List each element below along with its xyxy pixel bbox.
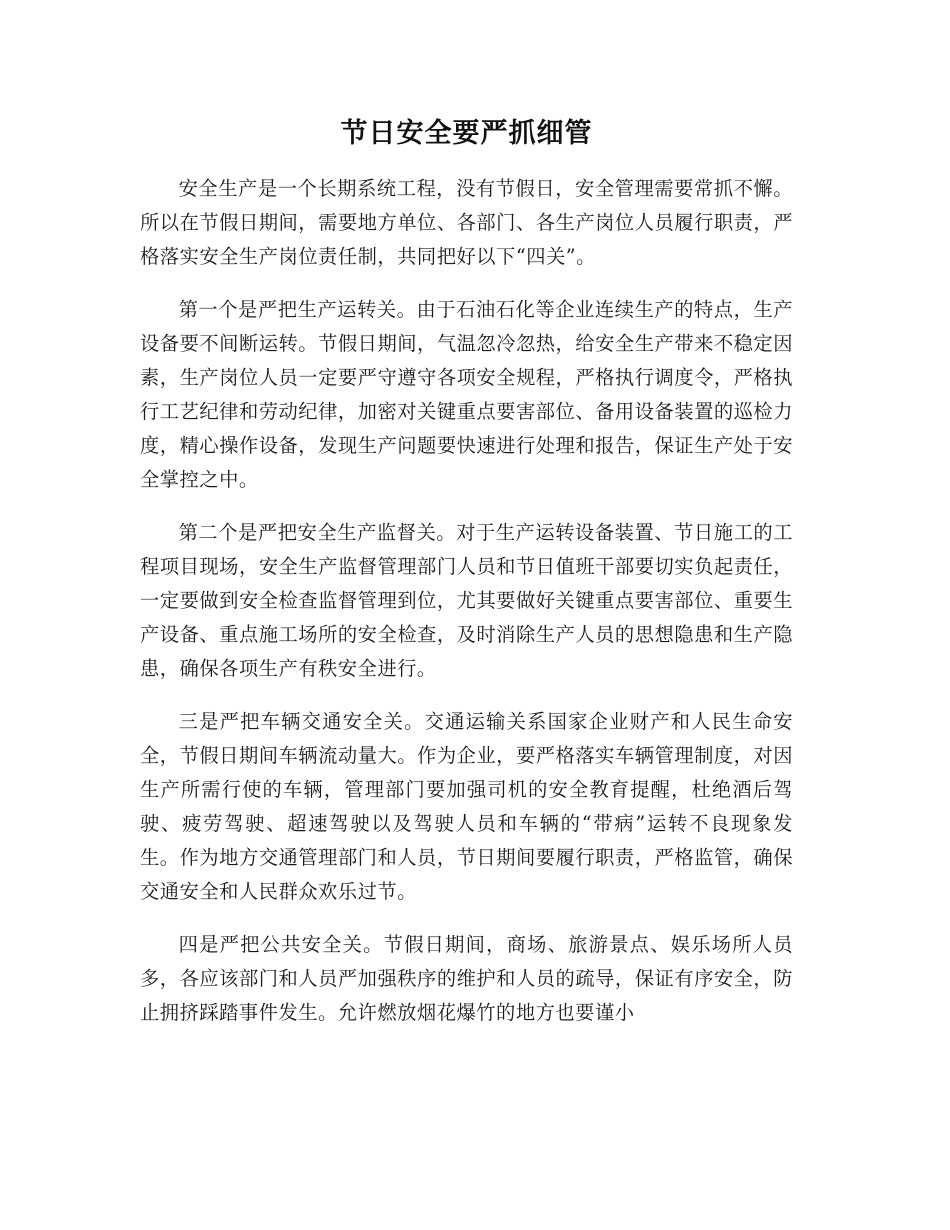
paragraph-production: 第一个是严把生产运转关。由于石油石化等企业连续生产的特点，生产设备要不间断运转。节假日期间，气温忽冷忽热，给安全生产带来不稳定因素，生产岗位人员一定要严守遵守各项安全规程，严格执行调度令，严格执行工艺纪律和劳动纪律，加密对关键重点要害部位、备用设备装置的巡检力度，精心操作设备，发现生产问题要快速进行处理和报告，保证生产处于安全掌控之中。 [140, 298, 793, 491]
paragraph-supervision: 第二个是严把安全生产监督关。对于生产运转设备装置、节日施工的工程项目现场，安全生产监督管理部门人员和节日值班干部要切实负起责任，一定要做到安全检查监督管理到位，尤其要做好关键重点要害部位、重要生产设备、重点施工场所的安全检查，及时消除生产人员的思想隐患和生产隐患，确保各项生产有秩安全进行。 [140, 521, 793, 680]
paragraph-intro: 安全生产是一个长期系统工程，没有节假日，安全管理需要常抓不懈。所以在节假日期间，需要地方单位、各部门、各生产岗位人员履行职责，严格落实安全生产岗位责任制，共同把好以下“四关”。 [140, 177, 793, 268]
document-title: 节日安全要严抓细管 [340, 118, 593, 149]
paragraph-public-safety: 四是严把公共安全关。节假日期间，商场、旅游景点、娱乐场所人员多，各应该部门和人员严加强秩序的维护和人员的疏导，保证有序安全，防止拥挤踩踏事件发生。允许燃放烟花爆竹的地方也要谨小 [140, 933, 793, 1024]
paragraph-traffic: 三是严把车辆交通安全关。交通运输关系国家企业财产和人民生命安全，节假日期间车辆流动量大。作为企业，要严格落实车辆管理制度，对因生产所需行使的车辆，管理部门要加强司机的安全教育提醒，杜绝酒后驾驶、疲劳驾驶、超速驾驶以及驾驶人员和车辆的“带病”运转不良现象发生。作为地方交通管理部门和人员，节日期间要履行职责，严格监管，确保交通安全和人民群众欢乐过节。 [140, 710, 793, 903]
